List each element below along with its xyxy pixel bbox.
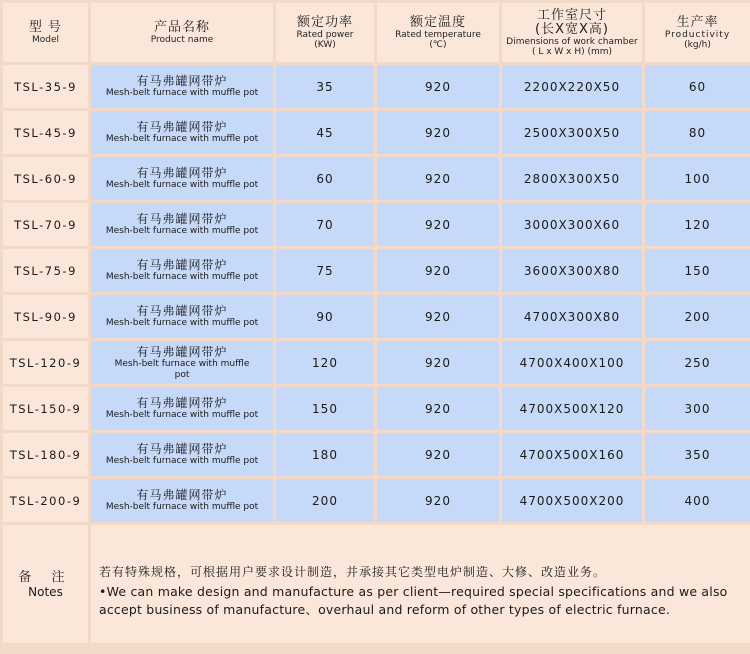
cell-model: TSL-180-9 [3, 433, 88, 476]
cell-prod: 60 [645, 65, 750, 108]
cell-name-en: Mesh-belt furnace with muffle pot [105, 410, 259, 420]
cell-name-en: Mesh-belt furnace with muffle pot [105, 88, 259, 98]
cell-model: TSL-70-9 [3, 203, 88, 246]
cell-name-en: Mesh-belt furnace with muffle pot [105, 318, 259, 328]
cell-name-zh: 有马弗罐网带炉 [136, 74, 228, 88]
header-model-en: Model [31, 34, 60, 45]
cell-name-zh: 有马弗罐网带炉 [136, 258, 228, 272]
header-power-zh: 额定功率 [296, 14, 353, 30]
cell-name-en: Mesh-belt furnace with muffle pot [114, 358, 250, 380]
cell-dims: 4700X300X80 [502, 295, 642, 338]
header-row [3, 3, 750, 62]
table-row [3, 295, 750, 338]
header-prod [645, 3, 750, 62]
cell-name [91, 295, 273, 338]
cell-temp: 920 [377, 295, 499, 338]
cell-model: TSL-75-9 [3, 249, 88, 292]
cell-name-en: Mesh-belt furnace with muffle pot [105, 226, 259, 236]
cell-temp: 920 [377, 249, 499, 292]
table-row [3, 387, 750, 430]
header-name [91, 3, 273, 62]
cell-name-en: Mesh-belt furnace with muffle pot [105, 272, 259, 282]
cell-power: 60 [276, 157, 374, 200]
cell-dims: 4700X500X160 [502, 433, 642, 476]
header-prod-en: Productivity [664, 29, 731, 40]
header-power-unit: (KW) [314, 39, 336, 50]
header-model-zh: 型 号 [28, 19, 63, 35]
header-prod-zh: 生产率 [676, 14, 719, 30]
cell-power: 120 [276, 341, 374, 384]
header-prod-unit: (kg/h) [684, 39, 711, 50]
cell-name [91, 387, 273, 430]
header-temp [377, 3, 499, 62]
cell-prod: 80 [645, 111, 750, 154]
header-power-en: Rated power [296, 29, 354, 40]
table-row [3, 157, 750, 200]
cell-prod: 200 [645, 295, 750, 338]
cell-name [91, 111, 273, 154]
cell-temp: 920 [377, 157, 499, 200]
header-power [276, 3, 374, 62]
header-dims-zh2: (长X宽X高) [535, 21, 609, 37]
header-model [3, 3, 88, 62]
notes-label [3, 525, 88, 643]
header-dims-unit: ( L x W x H) (mm) [531, 46, 613, 57]
cell-prod: 300 [645, 387, 750, 430]
cell-name [91, 249, 273, 292]
cell-temp: 920 [377, 65, 499, 108]
header-temp-unit: (℃) [429, 39, 447, 50]
header-name-zh: 产品名称 [153, 19, 210, 35]
cell-prod: 150 [645, 249, 750, 292]
cell-name [91, 433, 273, 476]
table-row [3, 65, 750, 108]
cell-dims: 3600X300X80 [502, 249, 642, 292]
header-temp-en: Rated temperature [395, 29, 481, 40]
cell-name-zh: 有马弗罐网带炉 [136, 212, 228, 226]
cell-name-zh: 有马弗罐网带炉 [136, 488, 228, 502]
cell-power: 200 [276, 479, 374, 522]
cell-model: TSL-45-9 [3, 111, 88, 154]
table-row [3, 111, 750, 154]
header-dims-zh: 工作室尺寸 [536, 7, 607, 23]
cell-temp: 920 [377, 111, 499, 154]
cell-name-zh: 有马弗罐网带炉 [136, 304, 228, 318]
table-row [3, 479, 750, 522]
cell-model: TSL-120-9 [3, 341, 88, 384]
cell-name-zh: 有马弗罐网带炉 [136, 120, 228, 134]
notes-text-zh: 若有特殊规格，可根据用户要求设计制造，并承接其它类型电炉制造、大修、改造业务。 [99, 565, 607, 579]
table-row [3, 433, 750, 476]
cell-dims: 2800X300X50 [502, 157, 642, 200]
cell-prod: 250 [645, 341, 750, 384]
cell-dims: 4700X400X100 [502, 341, 642, 384]
cell-name-en: Mesh-belt furnace with muffle pot [105, 134, 259, 144]
table-row [3, 249, 750, 292]
cell-name [91, 479, 273, 522]
cell-dims: 4700X500X200 [502, 479, 642, 522]
cell-dims: 2500X300X50 [502, 111, 642, 154]
cell-prod: 100 [645, 157, 750, 200]
header-name-en: Product name [150, 34, 214, 45]
cell-temp: 920 [377, 479, 499, 522]
notes-text-en: •We can make design and manufacture as per client—required special specifications and we also accept business of manufacture、overhaul and reform of other types of electric furnace. [99, 584, 728, 617]
cell-name-zh: 有马弗罐网带炉 [136, 344, 228, 359]
table-row [3, 203, 750, 246]
cell-power: 150 [276, 387, 374, 430]
cell-model: TSL-90-9 [3, 295, 88, 338]
cell-name [91, 65, 273, 108]
cell-power: 180 [276, 433, 374, 476]
cell-temp: 920 [377, 433, 499, 476]
header-dims [502, 3, 642, 62]
notes-body [91, 525, 750, 643]
cell-prod: 350 [645, 433, 750, 476]
notes-label-zh: 备 注 [18, 569, 73, 585]
cell-name-en: Mesh-belt furnace with muffle pot [105, 456, 259, 466]
cell-power: 75 [276, 249, 374, 292]
cell-prod: 120 [645, 203, 750, 246]
cell-dims: 3000X300X60 [502, 203, 642, 246]
cell-temp: 920 [377, 203, 499, 246]
cell-model: TSL-35-9 [3, 65, 88, 108]
header-temp-zh: 额定温度 [409, 14, 466, 30]
header-dims-en: Dimensions of work chamber [506, 36, 638, 47]
cell-name-en: Mesh-belt furnace with muffle pot [105, 502, 259, 512]
notes-row [3, 525, 750, 643]
cell-power: 35 [276, 65, 374, 108]
table-row [3, 341, 750, 384]
cell-power: 45 [276, 111, 374, 154]
cell-name-en: Mesh-belt furnace with muffle pot [105, 180, 259, 190]
cell-name-zh: 有马弗罐网带炉 [136, 166, 228, 180]
cell-dims: 4700X500X120 [502, 387, 642, 430]
cell-temp: 920 [377, 341, 499, 384]
cell-model: TSL-150-9 [3, 387, 88, 430]
cell-temp: 920 [377, 387, 499, 430]
cell-model: TSL-60-9 [3, 157, 88, 200]
cell-name-zh: 有马弗罐网带炉 [136, 396, 228, 410]
cell-dims: 2200X220X50 [502, 65, 642, 108]
cell-name [91, 203, 273, 246]
cell-power: 70 [276, 203, 374, 246]
notes-label-en: Notes [28, 584, 63, 599]
cell-power: 90 [276, 295, 374, 338]
cell-name [91, 157, 273, 200]
cell-prod: 400 [645, 479, 750, 522]
cell-name [91, 341, 273, 384]
cell-name-zh: 有马弗罐网带炉 [136, 442, 228, 456]
cell-model: TSL-200-9 [3, 479, 88, 522]
